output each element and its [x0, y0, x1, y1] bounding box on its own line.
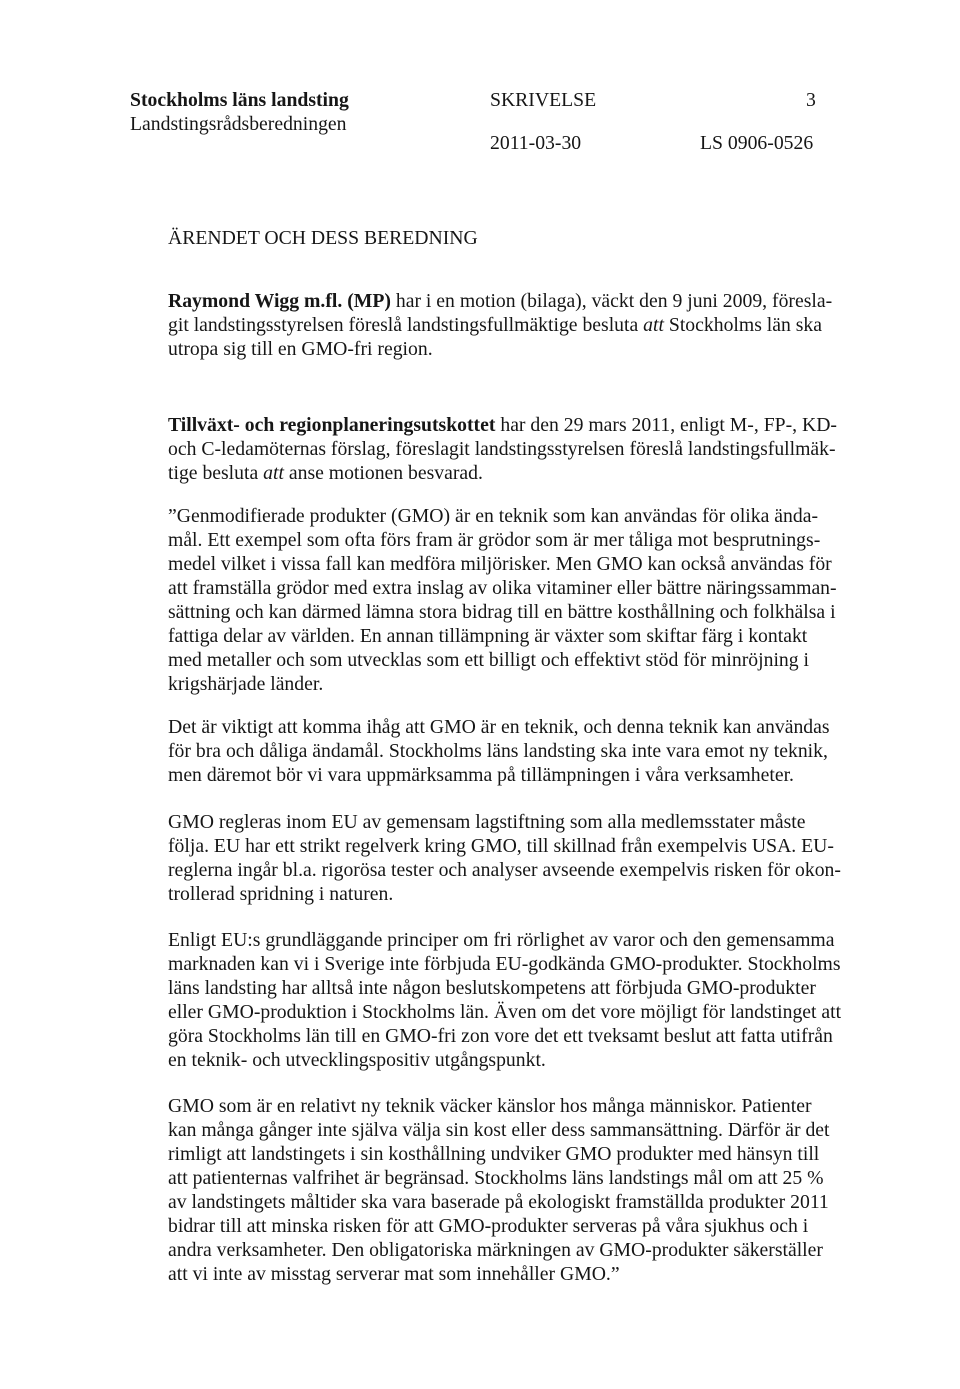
line-text: git landstingsstyrelsen föreslå landstingsfullmäktige besluta — [168, 314, 644, 336]
paragraph-line: Det är viktigt att komma ihåg att GMO är en teknik, och denna teknik kan användas — [168, 716, 830, 738]
paragraph-line: Enligt EU:s grundläggande principer om fri rörlighet av varor och den gemensamma — [168, 929, 835, 951]
paragraph-line — [168, 461, 837, 485]
line-text: anse motionen besvarad. — [283, 462, 483, 484]
organization-name: Stockholms läns landsting — [130, 89, 349, 111]
paragraph-line: GMO regleras inom EU av gemensam lagstiftning som alla medlemsstater måste — [168, 811, 806, 833]
paragraph — [168, 289, 832, 361]
paragraph — [168, 810, 841, 906]
paragraph-line: eller GMO-produktion i Stockholms län. Även om det vore möjligt för landstinget att — [168, 1001, 842, 1023]
paragraph-line: men däremot bör vi vara uppmärksamma på tillämpningen i våra verksamheter. — [168, 764, 794, 786]
paragraph-line: göra Stockholms län till en GMO-fri zon vore det ett tveksamt beslut att fatta utifrån — [168, 1025, 833, 1047]
paragraph-line: för bra och dåliga ändamål. Stockholms läns landsting ska inte vara emot ny teknik, — [168, 740, 828, 762]
paragraph-line: andra verksamheter. Den obligatoriska märkningen av GMO-produkter säkerställer — [168, 1239, 823, 1261]
paragraph-line: att framställa grödor med extra inslag av olika vitaminer eller bättre näringssamman- — [168, 577, 837, 599]
paragraph-line: krigshärjade länder. — [168, 673, 324, 695]
paragraph — [168, 928, 841, 1072]
paragraph-line: rimligt att landstingets i sin kosthållning undviker GMO produkter med hänsyn till — [168, 1143, 820, 1165]
paragraph-line: av landstingets måltider ska vara baserade på ekologiskt framställda produkter 2011 — [168, 1191, 829, 1213]
paragraph — [168, 715, 830, 787]
paragraph-line: reglerna ingår bl.a. rigorösa tester och analyser avseende exempelvis risken för okon- — [168, 859, 841, 881]
paragraph-line: och C-ledamöternas förslag, föreslagit landstingsstyrelsen föreslå landstingsfullmäk- — [168, 438, 836, 460]
paragraph — [168, 504, 837, 696]
paragraph-line: ”Genmodifierade produkter (GMO) är en teknik som kan användas för olika ända- — [168, 505, 819, 527]
paragraph-line: fattiga delar av världen. En annan tillämpning är växter som skiftar färg i kontakt — [168, 625, 808, 647]
paragraph-line: medel vilket i vissa fall kan medföra miljörisker. Men GMO kan också användas för — [168, 553, 832, 575]
paragraph-line — [168, 313, 832, 337]
bold-phrase: Tillväxt- och regionplaneringsutskottet — [168, 414, 496, 436]
line-text: har i en motion (bilaga), väckt den 9 juni 2009, föresla- — [390, 290, 833, 312]
paragraph-line: följa. EU har ett strikt regelverk kring GMO, till skillnad från exempelvis USA. EU- — [168, 835, 834, 857]
paragraph — [168, 413, 837, 485]
section-heading: ÄRENDET OCH DESS BEREDNING — [168, 227, 478, 249]
reference-number: LS 0906-0526 — [700, 132, 814, 154]
paragraph-line: trollerad spridning i naturen. — [168, 883, 394, 905]
italic-word: att — [643, 314, 664, 336]
document-type: SKRIVELSE — [490, 89, 597, 111]
paragraph-line: sättning och kan därmed lämna stora bidrag till en bättre kosthållning och folkhälsa i — [168, 601, 836, 623]
paragraph-line: kan många gånger inte själva välja sin kost eller dess sammansättning. Därför är det — [168, 1119, 830, 1141]
paragraph-line: att vi inte av misstag serverar mat som innehåller GMO.” — [168, 1263, 620, 1285]
paragraph-line: en teknik- och utvecklingspositiv utgångspunkt. — [168, 1049, 546, 1071]
paragraph-line: bidrar till att minska risken för att GMO-produkter serveras på våra sjukhus och i — [168, 1215, 809, 1237]
paragraph-line — [168, 289, 832, 313]
bold-phrase: Raymond Wigg m.fl. (MP) — [168, 290, 391, 312]
italic-word: att — [263, 462, 284, 484]
line-text: Stockholms län ska — [663, 314, 822, 336]
paragraph-line: med metaller och som utvecklas som ett billigt och effektivt stöd för minröjning i — [168, 649, 809, 671]
paragraph-line: mål. Ett exempel som ofta förs fram är grödor som är mer tåliga mot besprutnings- — [168, 529, 821, 551]
paragraph — [168, 1094, 830, 1286]
line-text: tige besluta — [168, 462, 264, 484]
paragraph-line — [168, 413, 837, 437]
line-text: har den 29 mars 2011, enligt M-, FP-, KD- — [495, 414, 837, 436]
document-date: 2011-03-30 — [490, 132, 582, 154]
paragraph-line: marknaden kan vi i Sverige inte förbjuda EU-godkända GMO-produkter. Stockholms — [168, 953, 841, 975]
paragraph-line: läns landsting har alltså inte någon beslutskompetens att förbjuda GMO-produkter — [168, 977, 816, 999]
paragraph-line: att patienternas valfrihet är begränsad. Stockholms läns landstings mål om att 25 % — [168, 1167, 824, 1189]
page-number: 3 — [806, 89, 816, 111]
paragraph-line: GMO som är en relativt ny teknik väcker känslor hos många människor. Patienter — [168, 1095, 812, 1117]
paragraph-line: utropa sig till en GMO-fri region. — [168, 338, 433, 360]
department-name: Landstingsrådsberedningen — [130, 113, 347, 135]
